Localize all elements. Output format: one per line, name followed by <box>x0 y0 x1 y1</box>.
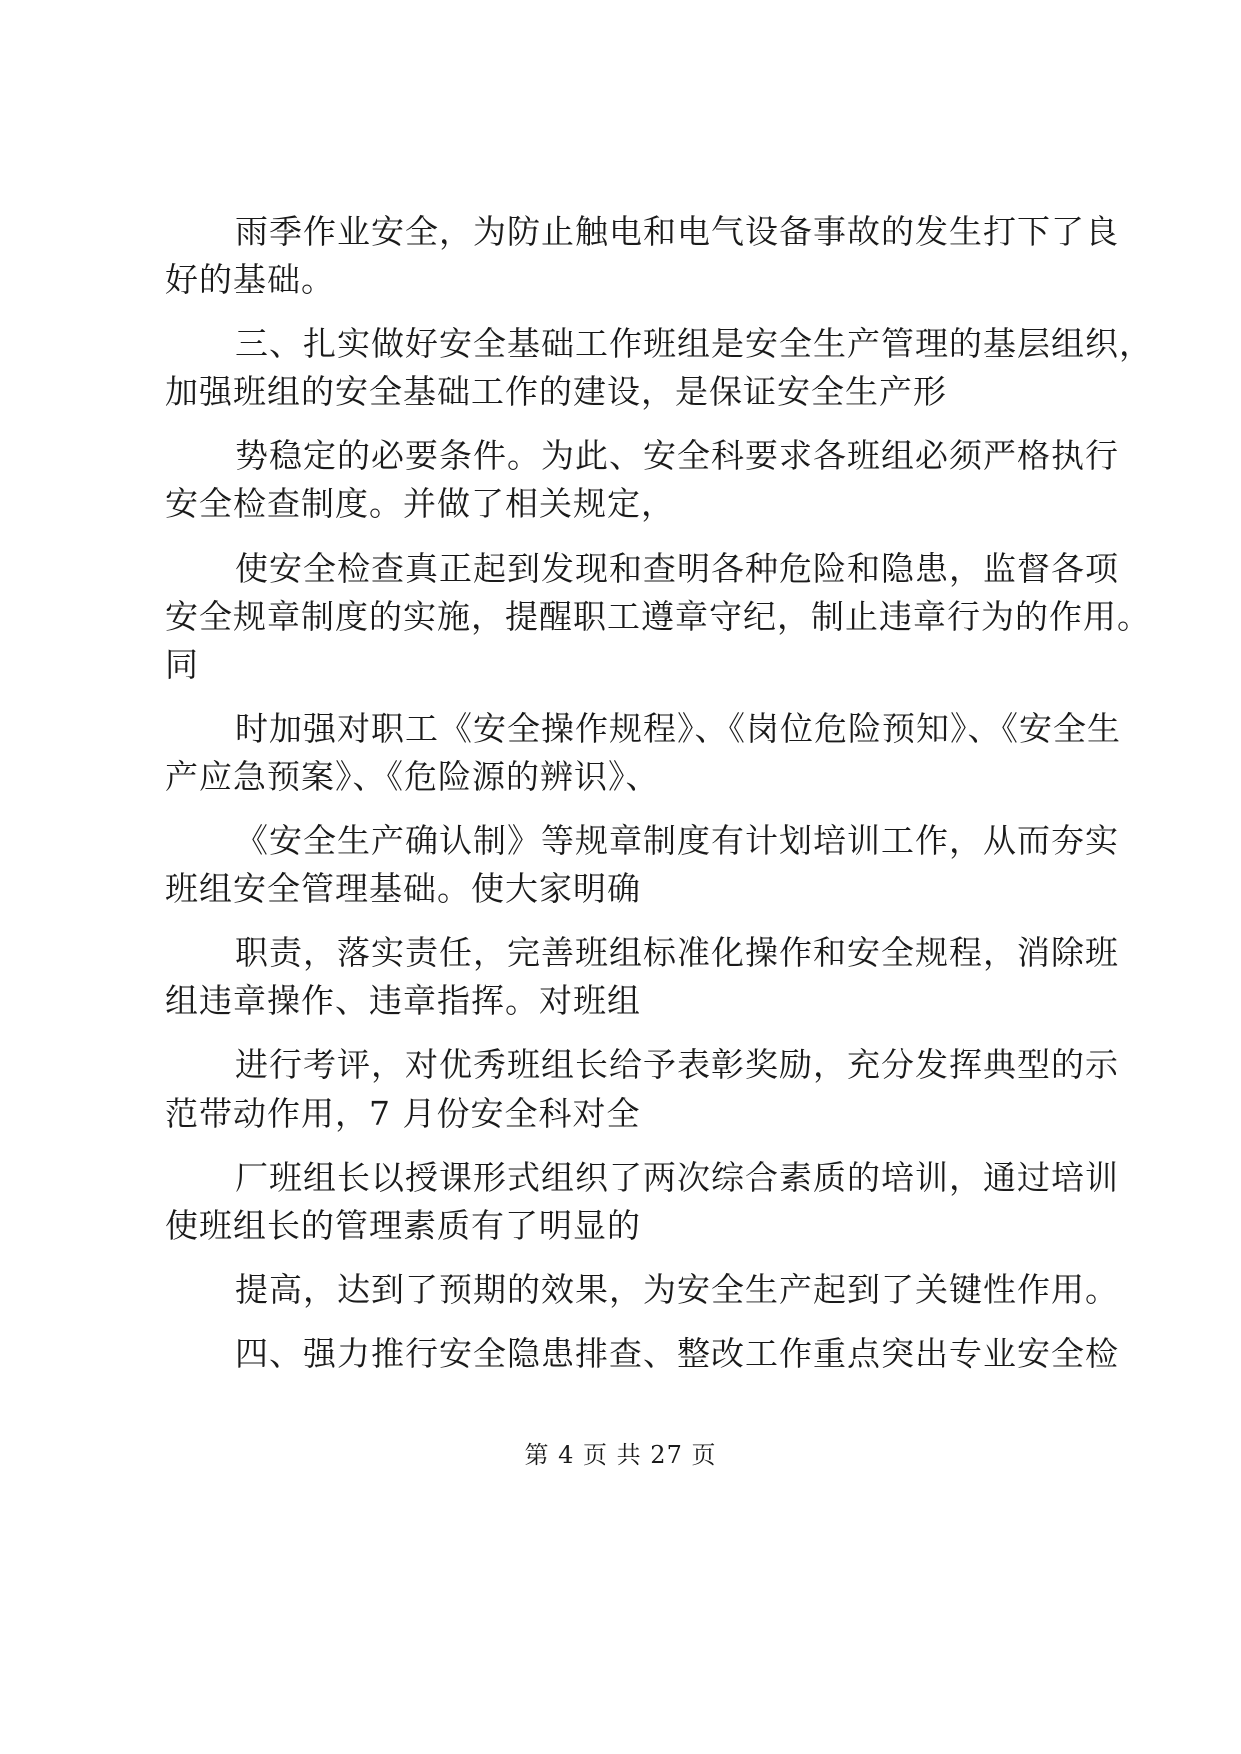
text-line: 三、扎实做好安全基础工作班组是安全生产管理的基层组织， <box>235 324 1153 364</box>
text-line: 使班组长的管理素质有了明显的 <box>165 1205 641 1245</box>
text-line: 安全检查制度。并做了相关规定， <box>165 484 675 524</box>
text-line: 职责，落实责任，完善班组标准化操作和安全规程，消除班 <box>235 933 1119 973</box>
text-line: 进行考评，对优秀班组长给予表彰奖励，充分发挥典型的示 <box>235 1045 1119 1085</box>
text-line: 提高，达到了预期的效果，为安全生产起到了关键性作用。 <box>235 1269 1119 1309</box>
text-line: 加强班组的安全基础工作的建设，是保证安全生产形 <box>165 372 947 412</box>
text-line: 时加强对职工《安全操作规程》、《岗位危险预知》、《安全生 <box>235 708 1121 748</box>
text-line: 势稳定的必要条件。为此、安全科要求各班组必须严格执行 <box>235 436 1119 476</box>
text-line: 四、强力推行安全隐患排查、整改工作重点突出专业安全检 <box>235 1334 1119 1373</box>
text-line: 安全规章制度的实施，提醒职工遵章守纪，制止违章行为的作用。 <box>165 596 1151 636</box>
text-line: 使安全检查真正起到发现和查明各种危险和隐患，监督各项 <box>235 548 1119 588</box>
text-line: 班组安全管理基础。使大家明确 <box>165 869 641 909</box>
page-footer: 第 4 页 共 27 页 <box>524 1441 717 1469</box>
text-line: 范带动作用，7 月份安全科对全 <box>165 1093 641 1133</box>
text-line: 雨季作业安全，为防止触电和电气设备事故的发生打下了良 <box>235 212 1119 251</box>
text-line: 厂班组长以授课形式组织了两次综合素质的培训，通过培训 <box>235 1157 1119 1197</box>
text-line: 同 <box>165 644 199 684</box>
text-line: 组违章操作、违章指挥。对班组 <box>165 981 641 1021</box>
text-line: 好的基础。 <box>165 260 335 300</box>
text-line: 《安全生产确认制》等规章制度有计划培训工作，从而夯实 <box>235 821 1119 861</box>
text-line: 产应急预案》、《危险源的辨识》、 <box>165 756 660 796</box>
